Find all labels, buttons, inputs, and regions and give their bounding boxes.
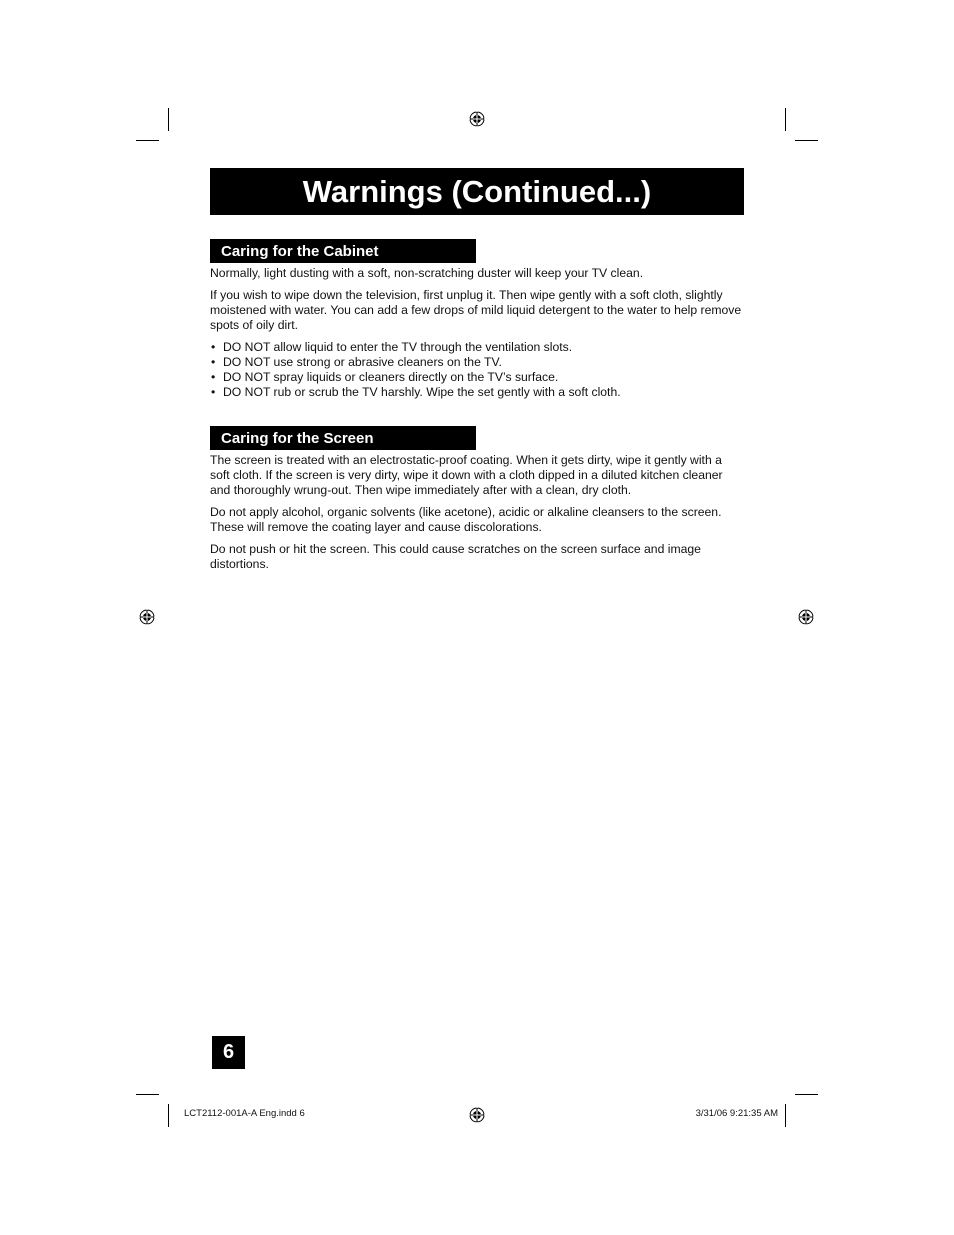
screen-paragraph-3: Do not push or hit the screen. This could cause scratches on the screen surface and image distortions. bbox=[210, 542, 701, 571]
list-item-text: DO NOT use strong or abrasive cleaners on the TV. bbox=[223, 355, 502, 369]
crop-mark-bottom-right-vertical bbox=[785, 1104, 786, 1127]
page-number: 6 bbox=[212, 1036, 245, 1069]
list-item bbox=[210, 370, 744, 385]
cabinet-paragraph-2: If you wish to wipe down the television, first unplug it. Then wipe gently with a soft cloth, slightly moistened with water. You can add a few drops of mild liquid detergent to the water to help remove spots of oily dirt. bbox=[210, 288, 742, 332]
registration-target-icon bbox=[469, 1107, 485, 1123]
bullet-glyph: • bbox=[211, 370, 216, 384]
registration-target-icon bbox=[798, 609, 814, 625]
bullet-glyph: • bbox=[211, 355, 216, 369]
list-item-text: DO NOT spray liquids or cleaners directly on the TV’s surface. bbox=[223, 370, 559, 384]
screen-paragraph-2: Do not apply alcohol, organic solvents (like acetone), acidic or alkaline cleansers to the screen. These will remove the coating layer and cause discolorations. bbox=[210, 505, 722, 534]
list-item bbox=[210, 355, 744, 370]
section-heading-cabinet: Caring for the Cabinet bbox=[210, 239, 476, 263]
crop-mark-top-right-vertical bbox=[785, 108, 786, 131]
list-item-text: DO NOT allow liquid to enter the TV through the ventilation slots. bbox=[223, 340, 573, 354]
registration-target-icon bbox=[469, 111, 485, 127]
crop-mark-top-right-horizontal bbox=[795, 140, 818, 141]
cabinet-paragraph-1: Normally, light dusting with a soft, non-scratching duster will keep your TV clean. bbox=[210, 266, 644, 280]
crop-mark-top-left-horizontal bbox=[136, 140, 159, 141]
list-item bbox=[210, 385, 744, 400]
crop-mark-bottom-left-vertical bbox=[168, 1104, 169, 1127]
section-heading-screen: Caring for the Screen bbox=[210, 426, 476, 450]
slug-filename: LCT2112-001A-A Eng.indd 6 bbox=[184, 1108, 305, 1119]
bullet-glyph: • bbox=[211, 385, 216, 399]
page-title: Warnings (Continued...) bbox=[210, 168, 744, 215]
screen-paragraph-1: The screen is treated with an electrostatic-proof coating. When it gets dirty, wipe it gently with a soft cloth. If the screen is very dirty, wipe it down with a cloth dipped in a diluted kitchen cleaner and thoroughly wrung-out. Then wipe immediately after with a clean, dry cloth. bbox=[210, 453, 723, 497]
list-item bbox=[210, 340, 744, 355]
crop-mark-bottom-right-horizontal bbox=[795, 1094, 818, 1095]
list-item-text: DO NOT rub or scrub the TV harshly. Wipe the set gently with a soft cloth. bbox=[223, 385, 621, 399]
registration-target-icon bbox=[139, 609, 155, 625]
slug-timestamp: 3/31/06 9:21:35 AM bbox=[695, 1108, 778, 1119]
crop-mark-bottom-left-horizontal bbox=[136, 1094, 159, 1095]
crop-mark-top-left-vertical bbox=[168, 108, 169, 131]
bullet-glyph: • bbox=[211, 340, 216, 354]
cabinet-warning-list bbox=[210, 340, 744, 400]
